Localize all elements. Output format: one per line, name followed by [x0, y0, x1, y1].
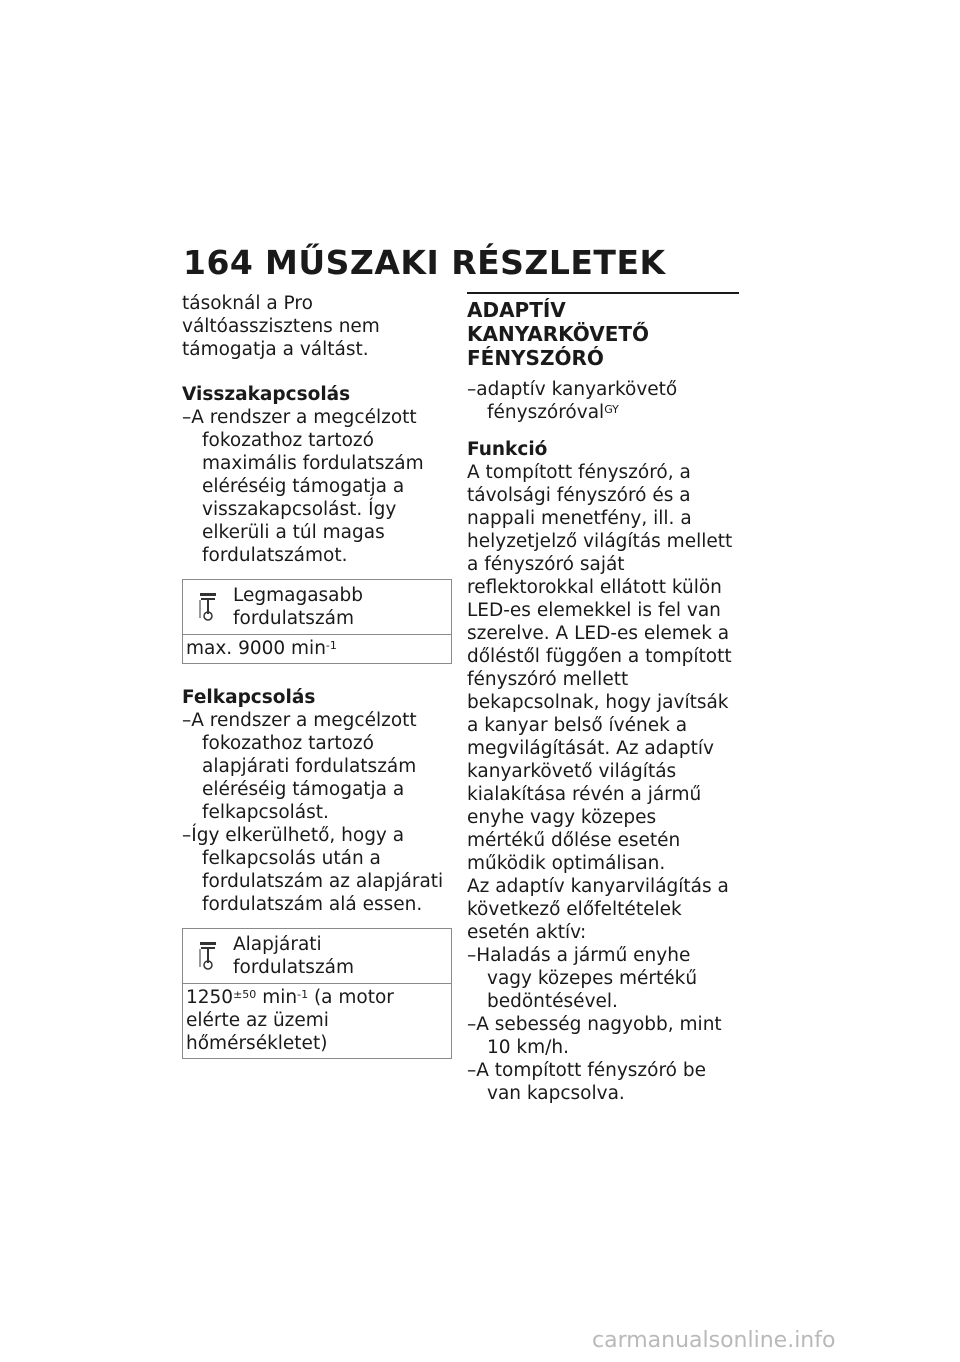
downshift-item: –A rendszer a megcélzott fokozathoz tartozó maximális fordulatszám eléréséig támogatja a visszakapcsolást. Így elkerüli a túl magas fordulatszámot.	[182, 407, 424, 566]
conditions-paragraph: Az adaptív kanyarvilágítás a következő előfeltételek esetén aktív:	[467, 876, 729, 943]
intro-text: tásoknál a Pro váltóasszisztens nem támogatja a váltást.	[182, 293, 380, 360]
spec-label: Alapjárati fordulatszám	[233, 934, 355, 978]
page-header	[183, 243, 666, 282]
idle-rpm-spec	[182, 928, 452, 1059]
spec-value: max. 9000 $\min^{-1}$	[186, 638, 337, 659]
function-title: Funkció	[467, 439, 548, 460]
upshift-title: Felkapcsolás	[182, 687, 316, 708]
page-title: MŰSZAKI RÉSZLETEK	[265, 243, 666, 282]
engine-piston-icon	[183, 933, 233, 979]
watermark: carmanualsonline.info	[592, 1328, 836, 1353]
spec-label: Legmagasabb fordulatszám	[233, 585, 364, 629]
spec-value: $1250^{\pm 50}$ $\min^{-1} (a$ motor elérte az üzemi hőmérsékletet)	[186, 987, 394, 1054]
condition-item: –A sebesség nagyobb, mint 10 km/h.	[467, 1014, 722, 1058]
equipment-item: –adaptív kanyarkövető fényszóróval$^{GY}$	[467, 379, 678, 423]
condition-item: –Haladás a jármű enyhe vagy közepes mértékű bedöntésével.	[467, 945, 698, 1012]
function-paragraph: A tompított fényszóró, a távolsági fényszóró és a nappali menetfény, ill. a helyzetjelző világítás mellett a fényszóró saját reflektorokkal ellátott külön LED-es elemekkel is fel van szerelve. A LED-es elemek a dőléstől függően a tompított fényszóró mellett bekapcsolnak, hogy javítsák a kanyar belső ívének a megvilágítását. Az adaptív kanyarkövető világítás kialakítása révén a jármű enyhe vagy közepes mértékű dőlése esetén működik optimálisan.	[467, 462, 733, 874]
left-column	[182, 292, 452, 1059]
right-column	[467, 292, 739, 1105]
max-rpm-spec	[182, 579, 452, 664]
downshift-title: Visszakapcsolás	[182, 384, 351, 405]
page-number: 164	[183, 243, 254, 282]
upshift-item: –A rendszer a megcélzott fokozathoz tartozó alapjárati fordulatszám eléréséig támogatja a felkapcsolást.	[182, 710, 417, 823]
condition-item: –A tompított fényszóró be van kapcsolva.	[467, 1060, 706, 1104]
engine-piston-icon	[183, 584, 233, 630]
upshift-item: –Így elkerülhető, hogy a felkapcsolás után a fordulatszám az alapjárati fordulatszám alá essen.	[182, 825, 444, 915]
section-heading: ADAPTÍV KANYARKÖVETŐ FÉNYSZÓRÓ	[467, 292, 739, 370]
